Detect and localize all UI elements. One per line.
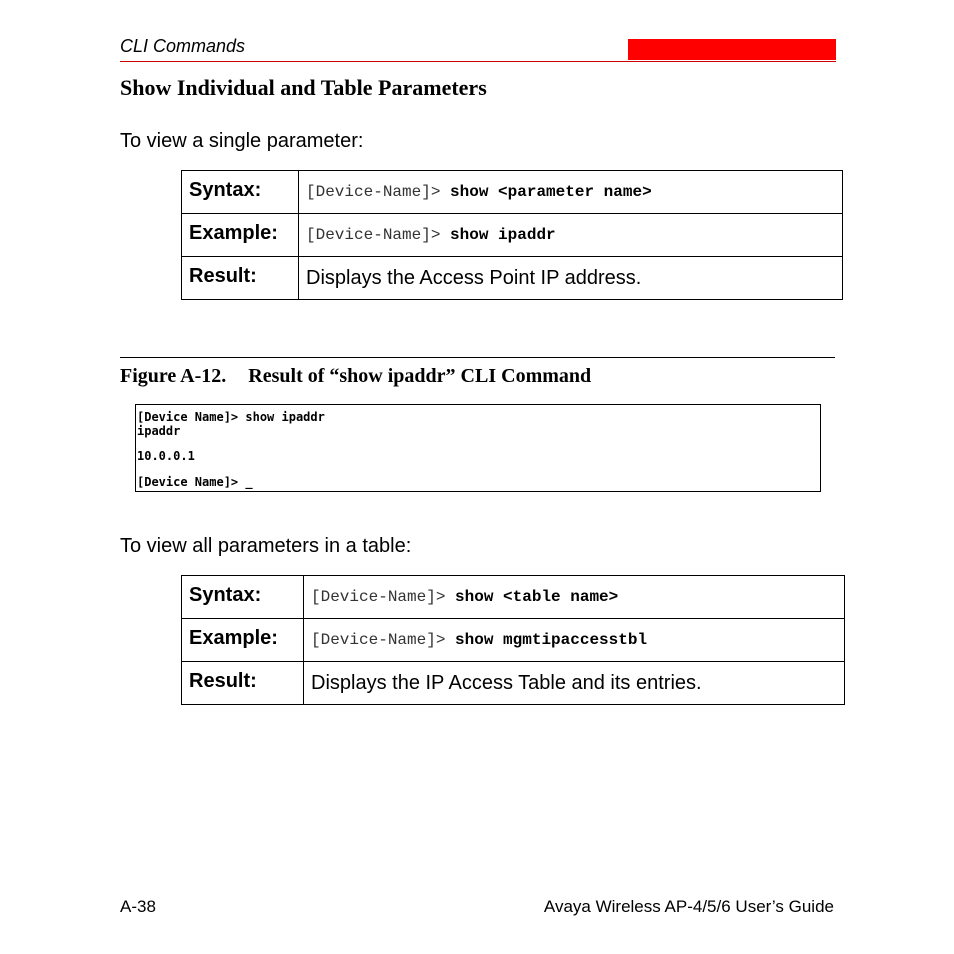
- single-param-intro: To view a single parameter:: [120, 130, 364, 152]
- result-label: Result:: [182, 257, 299, 300]
- result-label: Result:: [182, 662, 304, 705]
- example-label: Example:: [182, 214, 299, 257]
- table-row: [182, 576, 845, 619]
- result-value: Displays the Access Point IP address.: [299, 257, 843, 300]
- prompt-prefix: [Device-Name]>: [311, 631, 456, 649]
- result-value: Displays the IP Access Table and its entries.: [304, 662, 845, 705]
- terminal-line: [Device Name]> show ipaddr: [137, 410, 325, 424]
- command-text: show mgmtipaccesstbl: [455, 631, 648, 649]
- example-label: Example:: [182, 619, 304, 662]
- terminal-line: ipaddr: [137, 424, 181, 438]
- running-header: CLI Commands: [120, 36, 246, 56]
- example-value: [304, 619, 845, 662]
- header-rule: [120, 61, 836, 62]
- figure-rule: [120, 357, 835, 358]
- table-row: [182, 214, 843, 257]
- syntax-label: Syntax:: [182, 171, 299, 214]
- terminal-screenshot: [135, 404, 821, 492]
- terminal-line: 10.0.0.1: [137, 449, 195, 463]
- table-param-table: [181, 575, 845, 705]
- table-row: [182, 171, 843, 214]
- prompt-prefix: [Device-Name]>: [306, 183, 451, 201]
- table-row: [182, 257, 843, 300]
- table-row: [182, 662, 845, 705]
- command-text: show <table name>: [455, 588, 619, 606]
- command-text: show ipaddr: [450, 226, 556, 244]
- section-title: Show Individual and Table Parameters: [120, 75, 487, 100]
- figure-title: Result of “show ipaddr” CLI Command: [248, 365, 592, 387]
- header-accent-bar: [628, 39, 836, 60]
- table-row: [182, 619, 845, 662]
- table-param-intro: To view all parameters in a table:: [120, 535, 412, 557]
- syntax-label: Syntax:: [182, 576, 304, 619]
- prompt-prefix: [Device-Name]>: [306, 226, 451, 244]
- page-number: A-38: [120, 897, 156, 916]
- syntax-value: [304, 576, 845, 619]
- command-text: show <parameter name>: [450, 183, 652, 201]
- figure-number: Figure A-12.: [120, 365, 227, 387]
- single-param-table: [181, 170, 843, 300]
- figure-caption: [120, 365, 591, 388]
- prompt-prefix: [Device-Name]>: [311, 588, 456, 606]
- example-value: [299, 214, 843, 257]
- book-title: Avaya Wireless AP-4/5/6 User’s Guide: [543, 897, 834, 916]
- terminal-line: [Device Name]> _: [137, 475, 253, 489]
- syntax-value: [299, 171, 843, 214]
